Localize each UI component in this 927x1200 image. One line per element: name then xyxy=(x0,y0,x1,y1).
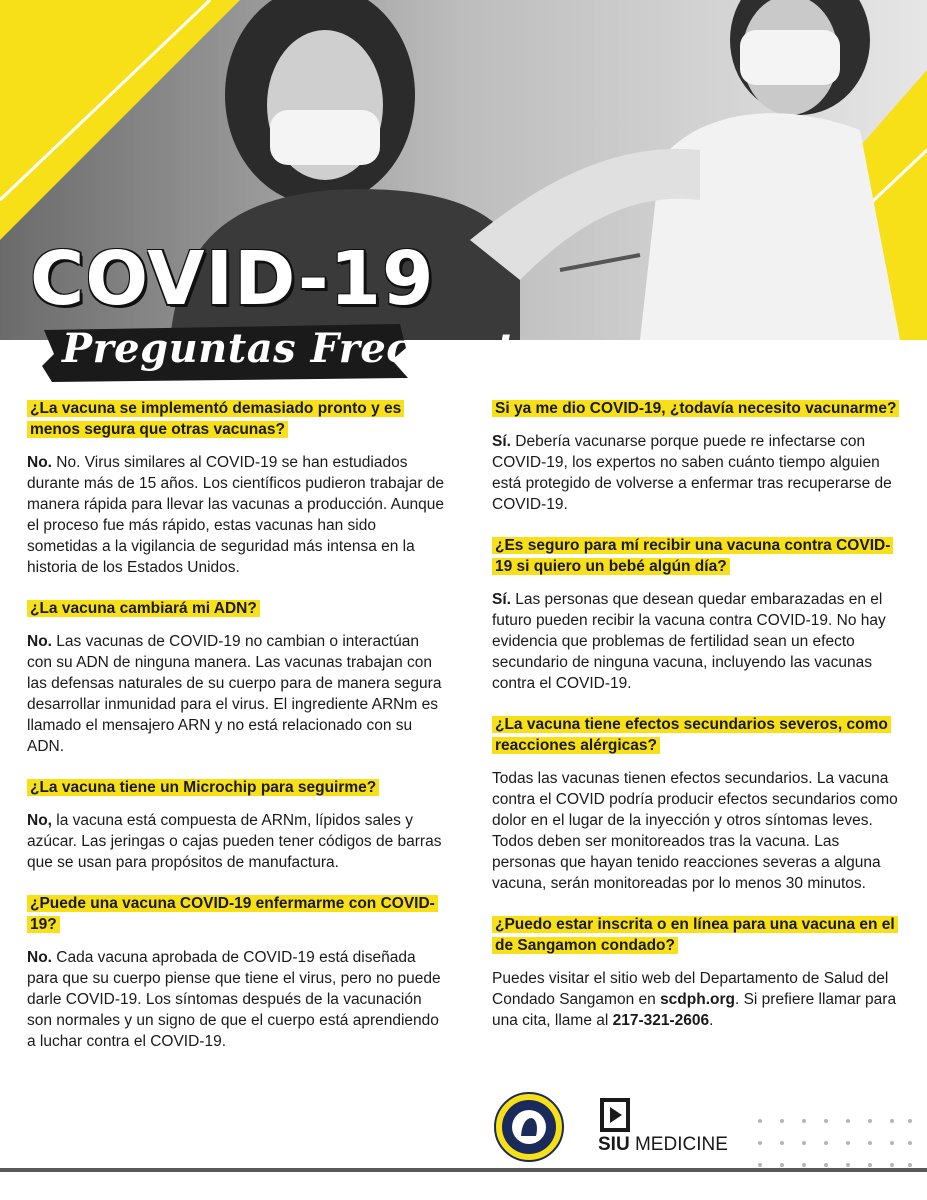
faq-right-column xyxy=(492,398,907,1051)
faq-answer: No. Las vacunas de COVID-19 no cambian o interactúan con su ADN de ninguna manera. Las vacunas trabajan con las defensas naturales de su cuerpo para de manera segura desarrollar inmunidad para el virus. El ingrediente ARNm es llamado el mensajero ARN y no está relacionado con su ADN. xyxy=(27,633,442,755)
faq-answer: No, la vacuna está compuesta de ARNm, lípidos sales y azúcar. Las jeringas o cajas pueden tener códigos de barras que se usan para propósitos de manufactura. xyxy=(27,812,442,871)
faq-question: ¿La vacuna se implementó demasiado pronto y es menos segura que otras vacunas? xyxy=(27,398,447,440)
siu-medicine-logo: SIU MEDICINE xyxy=(598,1134,728,1155)
faq-question: ¿La vacuna tiene efectos secundarios severos, como reacciones alérgicas? xyxy=(492,714,907,756)
website-link[interactable]: scdph.org xyxy=(660,991,735,1008)
faq-answer: No. No. Virus similares al COVID-19 se han estudiados durante más de 15 años. Los científicos pudieron trabajar de manera rápida para llevar las vacunas a producción. Aunque el proceso fue más rápido, estas vacunas han sido sometidas a la vigilancia de seguridad más intensa en la historia de los Estados Unidos. xyxy=(27,454,445,576)
faq-question: ¿La vacuna tiene un Microchip para seguirme? xyxy=(27,777,447,798)
page-title: COVID-19 xyxy=(30,236,435,322)
bottom-rule xyxy=(0,1168,927,1172)
faq-left-column xyxy=(27,398,447,1072)
faq-question: ¿Puede una vacuna COVID-19 enfermarme con COVID-19? xyxy=(27,893,447,935)
faq-question: ¿Puedo estar inscrita o en línea para una vacuna en el de Sangamon condado? xyxy=(492,914,907,956)
faq-answer: Todas las vacunas tienen efectos secundarios. La vacuna contra el COVID podría producir efectos secundarios como dolor en el lugar de la inyección y otros síntomas leves. Todos deben ser monitoreados tras la vacuna. Las personas que hayan tenido reacciones severas a alguna vacuna, serán monitoreadas por lo menos 30 minutos. xyxy=(492,770,898,892)
siu-medicine-icon xyxy=(598,1098,632,1132)
county-seal-logo xyxy=(494,1092,564,1162)
decorative-dots xyxy=(755,1116,915,1176)
faq-question: Si ya me dio COVID-19, ¿todavía necesito vacunarme? xyxy=(492,398,907,419)
page-subtitle: Preguntas Frecuentes xyxy=(62,325,565,372)
faq-answer: Puedes visitar el sitio web del Departamento de Salud del Condado Sangamon en scdph.org. Si prefiere llamar para una cita, llame al 217-321-2606. xyxy=(492,970,897,1029)
faq-answer: No. Cada vacuna aprobada de COVID-19 está diseñada para que su cuerpo piense que tiene el virus, pero no puede darle COVID-19. Los síntomas después de la vacunación son normales y un signo de que el cuerpo está aprendiendo a luchar contra el COVID-19. xyxy=(27,949,441,1050)
face-mask xyxy=(270,110,380,165)
faq-question: ¿La vacuna cambiará mi ADN? xyxy=(27,598,447,619)
footer-logos xyxy=(490,1088,920,1168)
faq-question: ¿Es seguro para mí recibir una vacuna contra COVID-19 si quiero un bebé algún día? xyxy=(492,535,907,577)
faq-answer: Sí. Debería vacunarse porque puede re infectarse con COVID-19, los expertos no saben cuánto tiempo alguien está protegido de volverse a enfermar tras recuperarse de COVID-19. xyxy=(492,433,892,513)
faq-answer: Sí. Las personas que desean quedar embarazadas en el futuro pueden recibir la vacuna contra COVID-19. No hay evidencia que problemas de fertilidad sean un efecto secundario de ninguna vacuna, incluyendo las vacunas contra el COVID-19. xyxy=(492,591,886,692)
phone-number[interactable]: 217-321-2606 xyxy=(612,1012,710,1029)
